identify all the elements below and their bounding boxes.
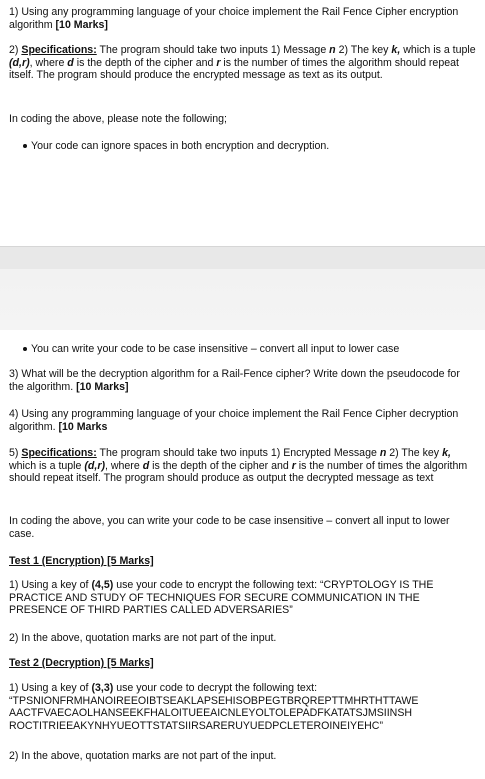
question-3 [9, 368, 477, 393]
bullet-dot-icon [23, 347, 27, 351]
q2-var-n: n [329, 44, 336, 56]
test1-text-2: use your code to encrypt the following text: “CRYPTOLOGY IS THE PRACTICE AND STUDY OF TECHNIQUES FOR SECURE COMMUNICATION IN THE PRESENCE OF THIRD PARTIES CALLED ADVERSARIES” [9, 579, 434, 617]
q5-text-3: which is a tuple [9, 459, 82, 472]
q3-marks: [10 Marks] [76, 380, 129, 393]
bullet-1-text: Your code can ignore spaces in both encryption and decryption. [31, 140, 330, 152]
q5-var-r: r [291, 459, 296, 472]
q1-text: Using any programming language of your choice implement the Rail Fence Cipher encryption algorithm [9, 6, 459, 31]
question-5-specifications [9, 447, 477, 485]
q5-text-6: is the number of times the algorithm should repeat itself. The program should produce as output the decrypted message as text [9, 459, 468, 485]
q2-var-d: d [67, 56, 74, 69]
q5-text-2: 2) The key [389, 447, 440, 459]
bullet-2-text: You can write your code to be case insensitive – convert all input to lower case [31, 343, 400, 355]
test-2-heading: Test 2 (Decryption) [5 Marks] [9, 657, 154, 669]
test-2-step-1 [9, 682, 477, 732]
q5-heading: Specifications: [21, 447, 97, 459]
q2-heading: Specifications: [21, 44, 97, 56]
q2-text-1: The program should take two inputs 1) Message [99, 44, 327, 56]
q2-number: 2) [9, 44, 19, 56]
q5-text-5: is the depth of the cipher and [152, 459, 289, 472]
bullet-item-1 [31, 140, 471, 153]
cipher-text-line-1: “TPSNIONFRMHANOIREEOIBTSEAKLAPSEHISOBPEGTBRQREPTTMHRTHTTAWE [9, 694, 419, 707]
test-1-step-1 [9, 579, 477, 617]
q5-var-tuple: (d,r) [84, 459, 105, 472]
q2-text-4: , where [29, 56, 65, 69]
q2-var-r: r [216, 56, 221, 69]
question-1 [9, 6, 477, 31]
q5-var-k: k, [442, 447, 451, 459]
q3-text: 3) What will be the decryption algorithm for a Rail-Fence cipher? Write down the pseudocode for the algorithm. [9, 368, 460, 393]
q5-number: 5) [9, 447, 19, 459]
q1-number: 1) [9, 6, 19, 18]
note-2: In coding the above, you can write your code to be case insensitive – convert all input to lower case. [9, 515, 450, 540]
bullet-item-2 [31, 343, 471, 356]
q2-var-k: k, [391, 44, 401, 56]
q4-marks: [10 Marks [58, 420, 108, 433]
q5-var-n: n [379, 447, 387, 459]
document-page-top [0, 0, 485, 246]
test1-text-1: 1) Using a key of [9, 579, 89, 591]
question-2-specifications [9, 44, 477, 82]
cipher-text-line-3: ROCTITRIEEAKYNHYUEOTTSTATSIIRSARERUYUEDPCLETEROINEIYEHC” [9, 719, 383, 732]
q5-text-4: , where [104, 459, 140, 472]
q5-text-1: The program should take two inputs 1) Encrypted Message [99, 447, 377, 459]
document-page-bottom [0, 330, 485, 779]
q2-text-5: is the depth of the cipher and [76, 56, 214, 69]
test2-key: (3,3) [91, 682, 114, 694]
q1-marks: [10 Marks] [55, 18, 108, 31]
test-1-step-2: 2) In the above, quotation marks are not part of the input. [9, 632, 277, 644]
test1-key: (4,5) [91, 579, 114, 591]
test2-text-2: use your code to decrypt the following text: [116, 682, 318, 694]
note-1: In coding the above, please note the following; [9, 113, 227, 125]
q2-text-6: is the number of times the algorithm should repeat itself. The program should produce the encrypted message as text as its output. [9, 56, 459, 82]
test-2-step-2: 2) In the above, quotation marks are not part of the input. [9, 750, 277, 762]
q5-var-d: d [142, 459, 150, 472]
q4-text: 4) Using any programming language of your choice implement the Rail Fence Cipher decryption algorithm. [9, 408, 459, 433]
q2-text-2: 2) The key [338, 44, 389, 56]
q2-text-3: which is a tuple [403, 44, 476, 56]
page-break-separator [0, 246, 485, 330]
question-4 [9, 408, 477, 433]
test2-text-1: 1) Using a key of [9, 682, 89, 694]
q2-var-tuple: (d,r) [9, 56, 30, 69]
cipher-text-line-2: AACTFVAECAOLHANSEEKFHALOITUEEAICNLEYOLTOLEPADFKATATSJMSIINSH [9, 707, 413, 720]
bullet-dot-icon [23, 144, 27, 148]
test-1-heading: Test 1 (Encryption) [5 Marks] [9, 555, 154, 567]
